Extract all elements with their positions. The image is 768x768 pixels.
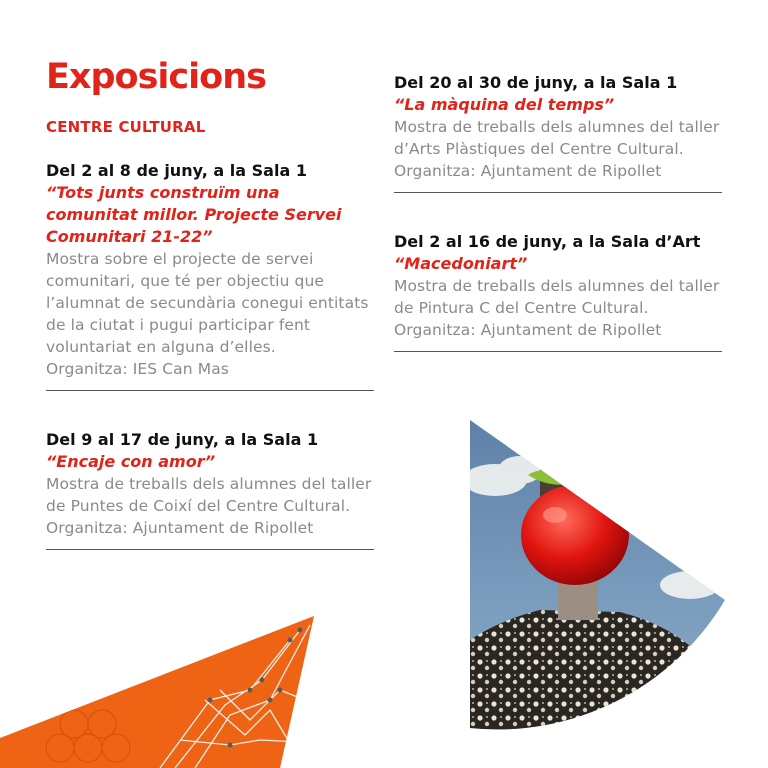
right-column — [394, 72, 722, 352]
event-title: “Encaje con amor” — [46, 452, 216, 471]
event-organizer: Organitza: Ajuntament de Ripollet — [46, 519, 314, 537]
event-organizer: Organitza: Ajuntament de Ripollet — [394, 162, 662, 180]
event-title: “Tots junts construïm una comunitat millor. Projecte Servei Comunitari 21-22” — [46, 183, 342, 246]
lace-artwork-image — [0, 600, 330, 768]
event-organizer: Organitza: Ajuntament de Ripollet — [394, 321, 662, 339]
left-column — [46, 56, 374, 550]
event-date: Del 20 al 30 de juny, a la Sala 1 — [394, 73, 678, 92]
event-organizer: Organitza: IES Can Mas — [46, 360, 229, 378]
event-description: Mostra de treballs dels alumnes del taller d’Arts Plàstiques del Centre Cultural. — [394, 118, 720, 158]
event-date: Del 9 al 17 de juny, a la Sala 1 — [46, 430, 319, 449]
event-maquina-del-temps — [394, 72, 722, 193]
event-description: Mostra sobre el projecte de servei comunitari, que té per objectiu que l’alumnat de secundària conegui entitats de la ciutat i pugui participar fent voluntariat en alguna d’elles. — [46, 250, 369, 356]
event-macedoniart — [394, 231, 722, 352]
event-encaje-con-amor — [46, 429, 374, 550]
event-title: “Macedoniart” — [394, 254, 528, 273]
section-label: CENTRE CULTURAL — [46, 118, 206, 136]
apple-painting-image — [460, 410, 740, 740]
event-date: Del 2 al 16 de juny, a la Sala d’Art — [394, 232, 701, 251]
event-description: Mostra de treballs dels alumnes del taller de Puntes de Coixí del Centre Cultural. — [46, 475, 372, 515]
event-tots-junts — [46, 160, 374, 391]
event-date: Del 2 al 8 de juny, a la Sala 1 — [46, 161, 307, 180]
event-title: “La màquina del temps” — [394, 95, 615, 114]
event-description: Mostra de treballs dels alumnes del taller de Pintura C del Centre Cultural. — [394, 277, 720, 317]
page-title: Exposicions — [46, 57, 266, 97]
